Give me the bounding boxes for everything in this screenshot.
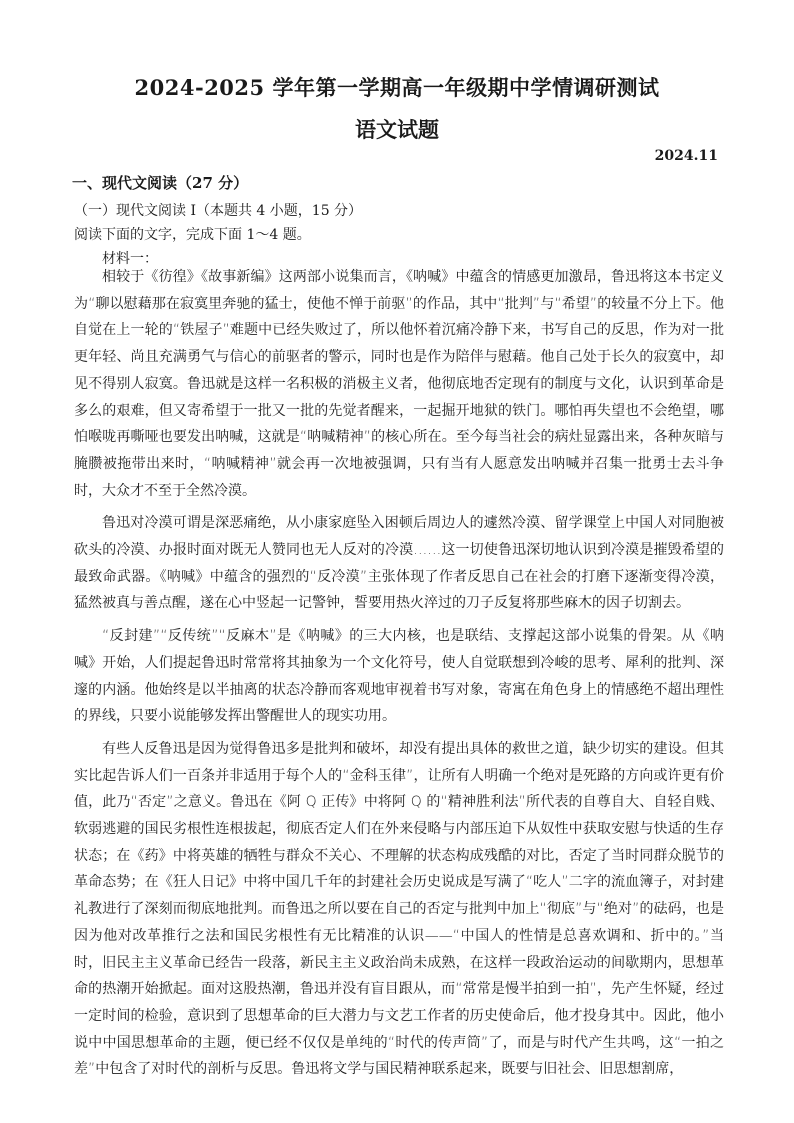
- exam-date: 2024.11: [654, 148, 718, 164]
- exam-subtitle: 语文试题: [355, 117, 439, 142]
- part-heading: （一）现代文阅读 I（本题共 4 小题，15 分）: [74, 203, 363, 219]
- passage-paragraph: 相较于《彷徨》《故事新编》这两部小说集而言，《呐喊》中蕴含的情感更加激昂，鲁迅将这本书定义为“聊以慰藉那在寂寞里奔驰的猛士，使他不惮于前驱”的作品，其中“批判”与“希望”的较量不分上下。他自觉在上一轮的“铁屋子”难题中已经失败过了，所以他怀着沉痛冷静下来，书写自己的反思，作为对一批更年轻、尚且充满勇气与信心的前驱者的警示，同时也是作为陪伴与慰藉。他自己处于长久的寂寞中，却见不得别人寂寞。鲁迅就是这样一名积极的消极主义者，他彻底地否定现有的制度与文化，认识到革命是多么的艰难，但又寄希望于一批又一批的先觉者醒来，一起掘开地狱的铁门。哪怕再失望也不会绝望，哪怕喉咙再嘶哑也要发出呐喊，这就是“呐喊精神”的核心所在。至今每当社会的病灶显露出来，各种灰暗与腌臜被拖带出来时，“呐喊精神”就会再一次地被强调，只有当有人愿意发出呐喊并召集一批勇士去斗争时，大众才不至于全然冷漠。: [74, 269, 724, 499]
- reading-instruction: 阅读下面的文字，完成下面 1～4 题。: [74, 227, 311, 243]
- passage-paragraph: 有些人反鲁迅是因为觉得鲁迅多是批判和破坏，却没有提出具体的救世之道，缺少切实的建设。但其实比起告诉人们一百条并非适用于每个人的“金科玉律”，让所有人明确一个绝对是死路的方向或许更有价值，此乃“否定”之意义。鲁迅在《阿 Q 正传》中将阿 Q 的“精神胜利法”所代表的自尊自大、自轻自贱、软弱逃避的国民劣根性连根拔起，彻底否定人们在外来侵略与内部压迫下从奴性中获取安慰与快适的生存状态；在《药》中将英雄的牺牲与群众不关心、不理解的状态构成残酷的对比，否定了当时同群众脱节的革命态势；在《狂人日记》中将中国几千年的封建社会历史说成是写满了“吃人”二字的流血簿子，对封建礼教进行了深刻而彻底地批判。而鲁迅之所以要在自己的否定与批判中加上“彻底”与“绝对”的砝码，也是因为他对改革推行之法和国民劣根性有无比精准的认识——“中国人的性情是总喜欢调和、折中的。”当时，旧民主主义革命已经告一段落，新民主主义政治尚未成熟，在这样一段政治运动的间歇期内，思想革命的热潮开始掀起。面对这股热潮，鲁迅并没有盲目跟从，而“常常是慢半拍到一拍”，先产生怀疑，经过一定时间的检验，意识到了思想革命的巨大潜力与文艺工作者的历史使命后，他才投身其中。因此，他小说中中国思想革命的主题，便已经不仅仅是单纯的“时代的传声筒”了，而是与时代产生共鸣，这“一拍之差”中包含了对时代的剖析与反思。鲁迅将文学与国民精神联系起来，既要与旧社会、旧思想割席，: [74, 740, 724, 1078]
- reading-passage: [74, 264, 724, 1089]
- passage-paragraph: 鲁迅对冷漠可谓是深恶痛绝，从小康家庭坠入困顿后周边人的遽然冷漠、留学课堂上中国人对同胞被砍头的冷漠、办报时面对既无人赞同也无人反对的冷漠……这一切使鲁迅深切地认识到冷漠是摧毁希望的最致命武器。《呐喊》中蕴含的强烈的“反冷漠”主张体现了作者反思自己在社会的打磨下逐渐变得冷漠，猛然被真与善点醒，遂在心中竖起一记警钟，誓要用热火淬过的刀子反复将那些麻木的因子切割去。: [74, 515, 724, 612]
- exam-title: 2024-2025 学年第一学期高一年级期中学情调研测试: [134, 75, 660, 100]
- passage-paragraph: “反封建”“反传统”“反麻木”是《呐喊》的三大内核，也是联结、支撑起这部小说集的骨架。从《呐喊》开始，人们提起鲁迅时常常将其抽象为一个文化符号，使人自觉联想到冷峻的思考、犀利的批判、深邃的内涵。他始终是以半抽离的状态冷静而客观地审视着书写对象，寄寓在角色身上的情感绝不超出理性的界线，只要小说能够发挥出警醒世人的现实功用。: [74, 628, 724, 725]
- section-heading: 一、现代文阅读（27 分）: [72, 174, 249, 192]
- material-label: 材料一：: [102, 251, 158, 267]
